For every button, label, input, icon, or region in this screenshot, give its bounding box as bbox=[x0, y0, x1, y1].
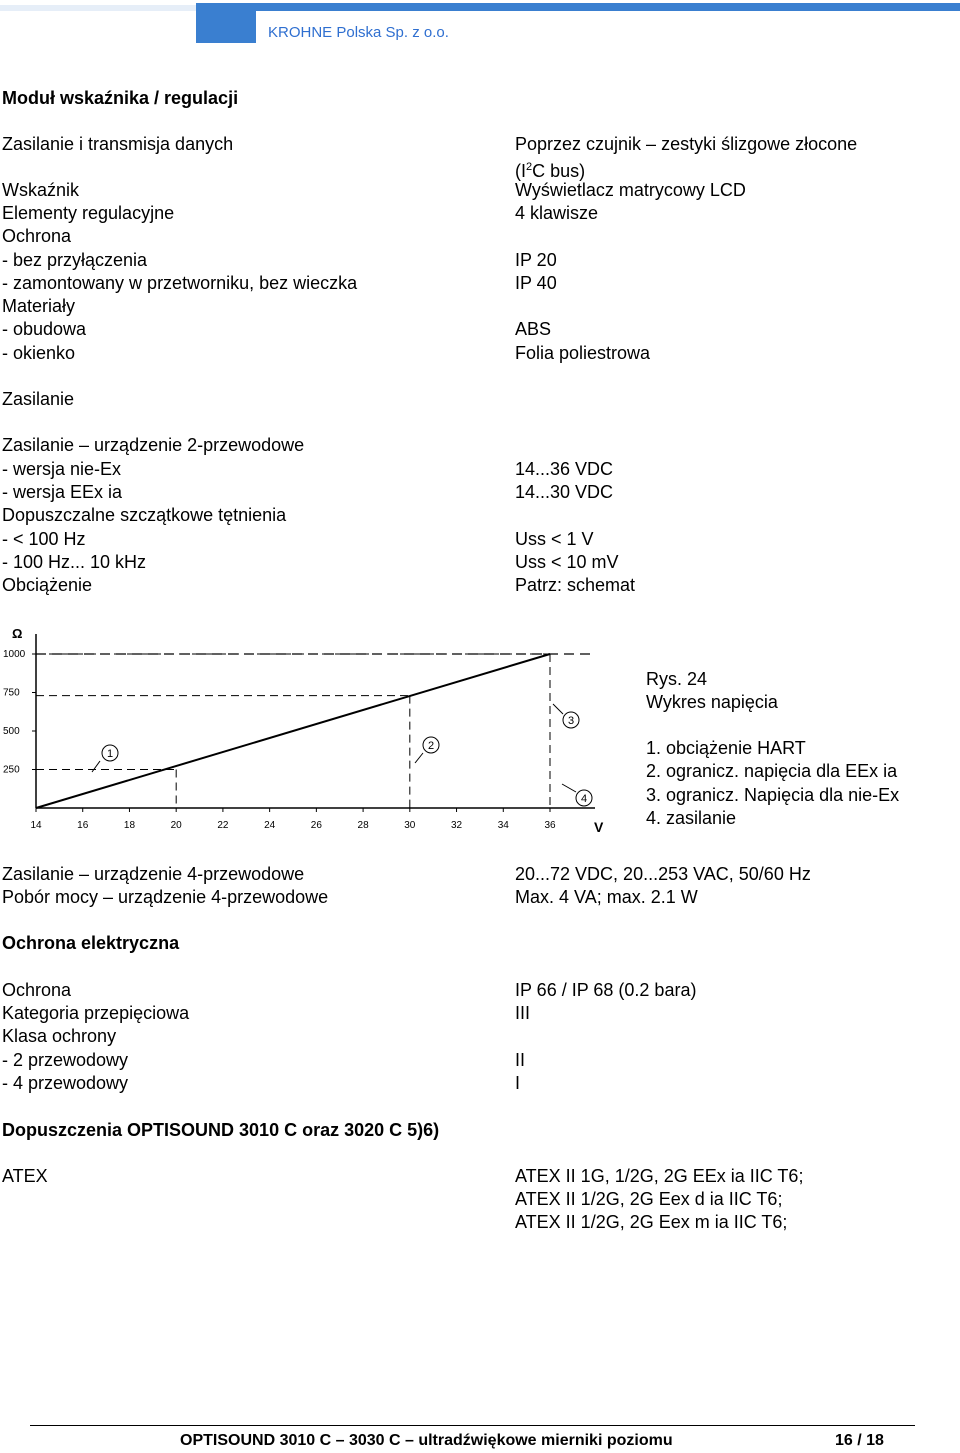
spec-value: ATEX II 1/2G, 2G Eex d ia IIC T6; bbox=[515, 1189, 783, 1209]
x-tick-label: 34 bbox=[497, 820, 509, 831]
spec-value: III bbox=[515, 1003, 531, 1023]
spec-value: Uss < 10 mV bbox=[515, 552, 619, 572]
section-title: Zasilanie bbox=[2, 389, 75, 409]
y-tick-label: 250 bbox=[3, 764, 20, 776]
voltage-load-chart bbox=[0, 620, 610, 840]
spec-label: Zasilanie i transmisja danych bbox=[2, 134, 234, 154]
spec-value: ABS bbox=[515, 319, 552, 339]
legend-item: 3. ogranicz. Napięcia dla nie-Ex bbox=[646, 785, 900, 805]
y-tick-label: 750 bbox=[3, 687, 20, 699]
spec-value: Poprzez czujnik – zestyki ślizgowe złocone bbox=[515, 134, 858, 154]
spec-label: Zasilanie – urządzenie 2-przewodowe bbox=[2, 435, 305, 455]
marker-label: 2 bbox=[427, 740, 435, 752]
spec-value: ATEX II 1G, 1/2G, 2G EEx ia IIC T6; bbox=[515, 1166, 804, 1186]
y-axis-label: Ω bbox=[12, 626, 23, 641]
spec-value: IP 66 / IP 68 (0.2 bara) bbox=[515, 980, 697, 1000]
section-title: Dopuszczenia OPTISOUND 3010 C oraz 3020 C 5)6) bbox=[2, 1120, 440, 1140]
spec-label: - bez przyłączenia bbox=[2, 250, 148, 270]
y-tick-label: 1000 bbox=[3, 649, 26, 660]
spec-value: Uss < 1 V bbox=[515, 529, 594, 549]
legend-item: 4. zasilanie bbox=[646, 808, 737, 828]
x-tick-label: 36 bbox=[544, 820, 556, 831]
spec-value: I bbox=[515, 1073, 521, 1093]
spec-value: Patrz: schemat bbox=[515, 575, 636, 595]
x-tick-label: 14 bbox=[30, 820, 42, 831]
figure-subcaption: Wykres napięcia bbox=[646, 692, 778, 712]
x-tick-label: 24 bbox=[264, 820, 276, 831]
section-title: Ochrona elektryczna bbox=[2, 933, 180, 953]
x-tick-label: 26 bbox=[310, 820, 322, 831]
marker-label: 3 bbox=[567, 715, 575, 727]
x-tick-label: 18 bbox=[123, 820, 136, 831]
spec-label: - 4 przewodowy bbox=[2, 1073, 129, 1093]
x-tick-label: 16 bbox=[77, 820, 89, 831]
spec-label: Obciążenie bbox=[2, 575, 93, 595]
header-bar-left bbox=[0, 5, 196, 11]
spec-label: ATEX bbox=[2, 1166, 48, 1186]
spec-label: Zasilanie – urządzenie 4-przewodowe bbox=[2, 864, 305, 884]
figure-caption: Rys. 24 bbox=[646, 669, 708, 689]
legend-item: 2. ogranicz. napięcia dla EEx ia bbox=[646, 761, 898, 781]
spec-value: ($I^2C$ bus) bbox=[515, 161, 586, 181]
marker-leader bbox=[553, 704, 563, 714]
spec-label: - 100 Hz... 10 kHz bbox=[2, 552, 147, 572]
spec-label: Dopuszczalne szczątkowe tętnienia bbox=[2, 505, 287, 525]
marker-leader bbox=[415, 753, 423, 763]
spec-value: IP 20 bbox=[515, 250, 557, 270]
marker-leader bbox=[92, 761, 100, 772]
spec-value: Folia poliestrowa bbox=[515, 343, 651, 363]
x-tick-label: 22 bbox=[217, 820, 229, 831]
spec-label: Pobór mocy – urządzenie 4-przewodowe bbox=[2, 887, 329, 907]
spec-label: - wersja EEx ia bbox=[2, 482, 123, 502]
spec-label: - zamontowany w przetworniku, bez wieczka bbox=[2, 273, 358, 293]
spec-label: - 2 przewodowy bbox=[2, 1050, 129, 1070]
spec-label: - obudowa bbox=[2, 319, 87, 339]
company-name: KROHNE Polska Sp. z o.o. bbox=[268, 24, 449, 41]
footer bbox=[180, 1432, 884, 1450]
spec-label: Elementy regulacyjne bbox=[2, 203, 175, 223]
spec-label: Kategoria przepięciowa bbox=[2, 1003, 190, 1023]
y-tick-label: 500 bbox=[3, 726, 20, 737]
x-axis-label: V bbox=[594, 819, 604, 835]
spec-value: Max. 4 VA; max. 2.1 W bbox=[515, 887, 698, 907]
page-number: 16 / 18 bbox=[835, 1432, 884, 1449]
x-tick-label: 30 bbox=[404, 820, 416, 831]
x-tick-label: 32 bbox=[450, 820, 463, 831]
footer-rule bbox=[30, 1425, 915, 1426]
section-title: Moduł wskaźnika / regulacji bbox=[2, 88, 239, 108]
spec-label: - < 100 Hz bbox=[2, 529, 86, 549]
marker-leader bbox=[562, 784, 576, 792]
spec-label: - wersja nie-Ex bbox=[2, 459, 122, 479]
x-tick-label: 28 bbox=[357, 820, 369, 831]
spec-value: IP 40 bbox=[515, 273, 557, 293]
spec-label: Materiały bbox=[2, 296, 76, 316]
footer-title: OPTISOUND 3010 C – 3030 C – ultradźwiękowe mierniki poziomu bbox=[180, 1432, 673, 1449]
spec-label: Ochrona bbox=[2, 980, 72, 1000]
spec-label: Klasa ochrony bbox=[2, 1026, 117, 1046]
spec-value: ATEX II 1/2G, 2G Eex m ia IIC T6; bbox=[515, 1212, 788, 1232]
spec-value: 14...30 VDC bbox=[515, 482, 614, 502]
marker-label: 4 bbox=[580, 793, 588, 805]
marker-label: 1 bbox=[106, 748, 114, 760]
header-bar bbox=[196, 3, 960, 11]
header-tab bbox=[196, 3, 256, 43]
spec-value: II bbox=[515, 1050, 526, 1070]
legend-item: 1. obciążenie HART bbox=[646, 738, 806, 758]
spec-value: 14...36 VDC bbox=[515, 459, 614, 479]
series-line bbox=[36, 654, 550, 808]
spec-value: Wyświetlacz matrycowy LCD bbox=[515, 180, 746, 200]
spec-value: 4 klawisze bbox=[515, 203, 599, 223]
spec-value: 20...72 VDC, 20...253 VAC, 50/60 Hz bbox=[515, 864, 811, 884]
spec-label: - okienko bbox=[2, 343, 76, 363]
spec-label: Ochrona bbox=[2, 226, 72, 246]
spec-label: Wskaźnik bbox=[2, 180, 80, 200]
x-tick-label: 20 bbox=[170, 820, 182, 831]
